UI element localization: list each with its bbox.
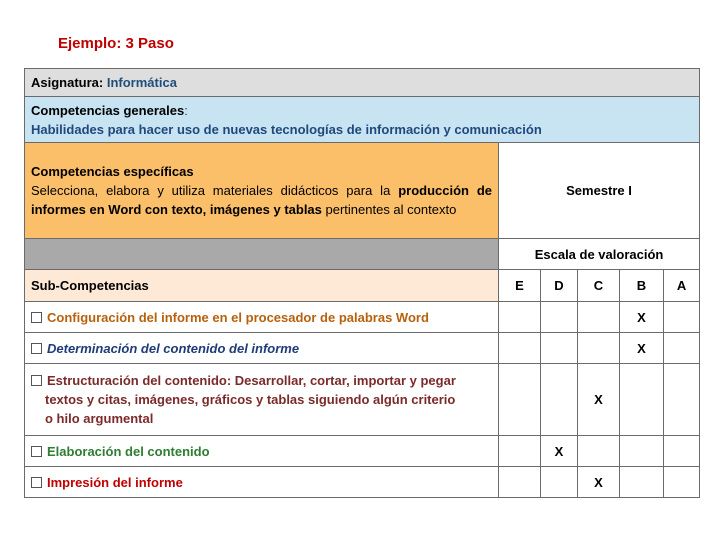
mark-cell-e <box>499 436 541 467</box>
subcompetencias-header-row <box>25 270 700 302</box>
mark-cell-c <box>578 436 620 467</box>
mark-cell-a <box>664 364 700 436</box>
escala-empty-cell <box>25 239 499 270</box>
mark-cell-e <box>499 302 541 333</box>
competencias-generales-colon: : <box>184 102 188 118</box>
mark-cell-b <box>620 436 664 467</box>
page-title: Ejemplo: 3 Paso <box>58 35 174 52</box>
subcompetencia-label: Configuración del informe en el procesador de palabras Word <box>47 309 429 325</box>
asignatura-label: Asignatura: <box>31 75 104 90</box>
mark-cell-c: X <box>578 467 620 498</box>
table-row <box>25 302 700 333</box>
asignatura-row <box>25 69 700 97</box>
checkbox-icon <box>31 477 42 488</box>
mark-cell-e <box>499 467 541 498</box>
checkbox-icon <box>31 446 42 457</box>
competencias-generales-label: Competencias generales <box>31 102 185 118</box>
mark-cell-d <box>541 364 578 436</box>
subcompetencia-cell <box>25 364 499 436</box>
subcompetencia-label-line3: o hilo argumental <box>45 411 154 426</box>
table-row <box>25 364 700 436</box>
mark-cell-a <box>664 302 700 333</box>
competencias-especificas-cell <box>25 143 499 239</box>
mark-cell-e <box>499 333 541 364</box>
competencias-especificas-text-before: Selecciona, elabora y utiliza materiales didácticos para la <box>31 183 399 198</box>
subcompetencias-header: Sub-Competencias <box>25 270 499 302</box>
mark-cell-c: X <box>578 364 620 436</box>
table-row <box>25 436 700 467</box>
checkbox-icon <box>31 343 42 354</box>
mark-cell-d <box>541 467 578 498</box>
scale-label-c: C <box>578 270 620 302</box>
escala-row <box>25 239 700 270</box>
subcompetencia-label-line2: textos y citas, imágenes, gráficos y tablas siguiendo algún criterio <box>45 392 456 407</box>
mark-cell-e <box>499 364 541 436</box>
mark-cell-d: X <box>541 436 578 467</box>
competencias-generales-row <box>25 97 700 143</box>
competencias-generales-value: Habilidades para hacer uso de nuevas tecnologías de información y comunicación <box>31 121 542 137</box>
mark-cell-b: X <box>620 333 664 364</box>
mark-cell-b <box>620 364 664 436</box>
competencias-especificas-row <box>25 143 700 239</box>
asignatura-cell <box>25 69 700 97</box>
subcompetencia-cell <box>25 302 499 333</box>
mark-cell-b <box>620 467 664 498</box>
competency-table <box>24 68 700 498</box>
subcompetencia-label: Determinación del contenido del informe <box>47 340 300 356</box>
subcompetencia-cell <box>25 467 499 498</box>
scale-label-e: E <box>499 270 541 302</box>
asignatura-value: Informática <box>106 75 177 90</box>
mark-cell-a <box>664 436 700 467</box>
table-row <box>25 467 700 498</box>
mark-cell-d <box>541 333 578 364</box>
mark-cell-c <box>578 302 620 333</box>
escala-cell: Escala de valoración <box>499 239 700 270</box>
checkbox-icon <box>31 375 42 386</box>
competencias-especificas-text-bold: producción de informes en Word con texto, imágenes y tablas <box>31 183 493 217</box>
scale-label-a: A <box>664 270 700 302</box>
scale-label-b: B <box>620 270 664 302</box>
table-row <box>25 333 700 364</box>
competencias-generales-cell <box>25 97 700 143</box>
checkbox-icon <box>31 312 42 323</box>
competencias-especificas-text-after: pertinentes al contexto <box>321 202 457 217</box>
mark-cell-b: X <box>620 302 664 333</box>
mark-cell-c <box>578 333 620 364</box>
subcompetencia-label-line1: Estructuración del contenido: Desarrollar, cortar, importar y pegar <box>47 373 456 388</box>
scale-label-d: D <box>541 270 578 302</box>
semestre-cell: Semestre I <box>499 143 700 239</box>
mark-cell-a <box>664 333 700 364</box>
mark-cell-a <box>664 467 700 498</box>
subcompetencia-label: Impresión del informe <box>47 474 183 490</box>
subcompetencia-label: Elaboración del contenido <box>47 443 210 459</box>
subcompetencia-cell <box>25 333 499 364</box>
subcompetencia-cell <box>25 436 499 467</box>
mark-cell-d <box>541 302 578 333</box>
competencias-especificas-label: Competencias específicas <box>31 164 194 179</box>
